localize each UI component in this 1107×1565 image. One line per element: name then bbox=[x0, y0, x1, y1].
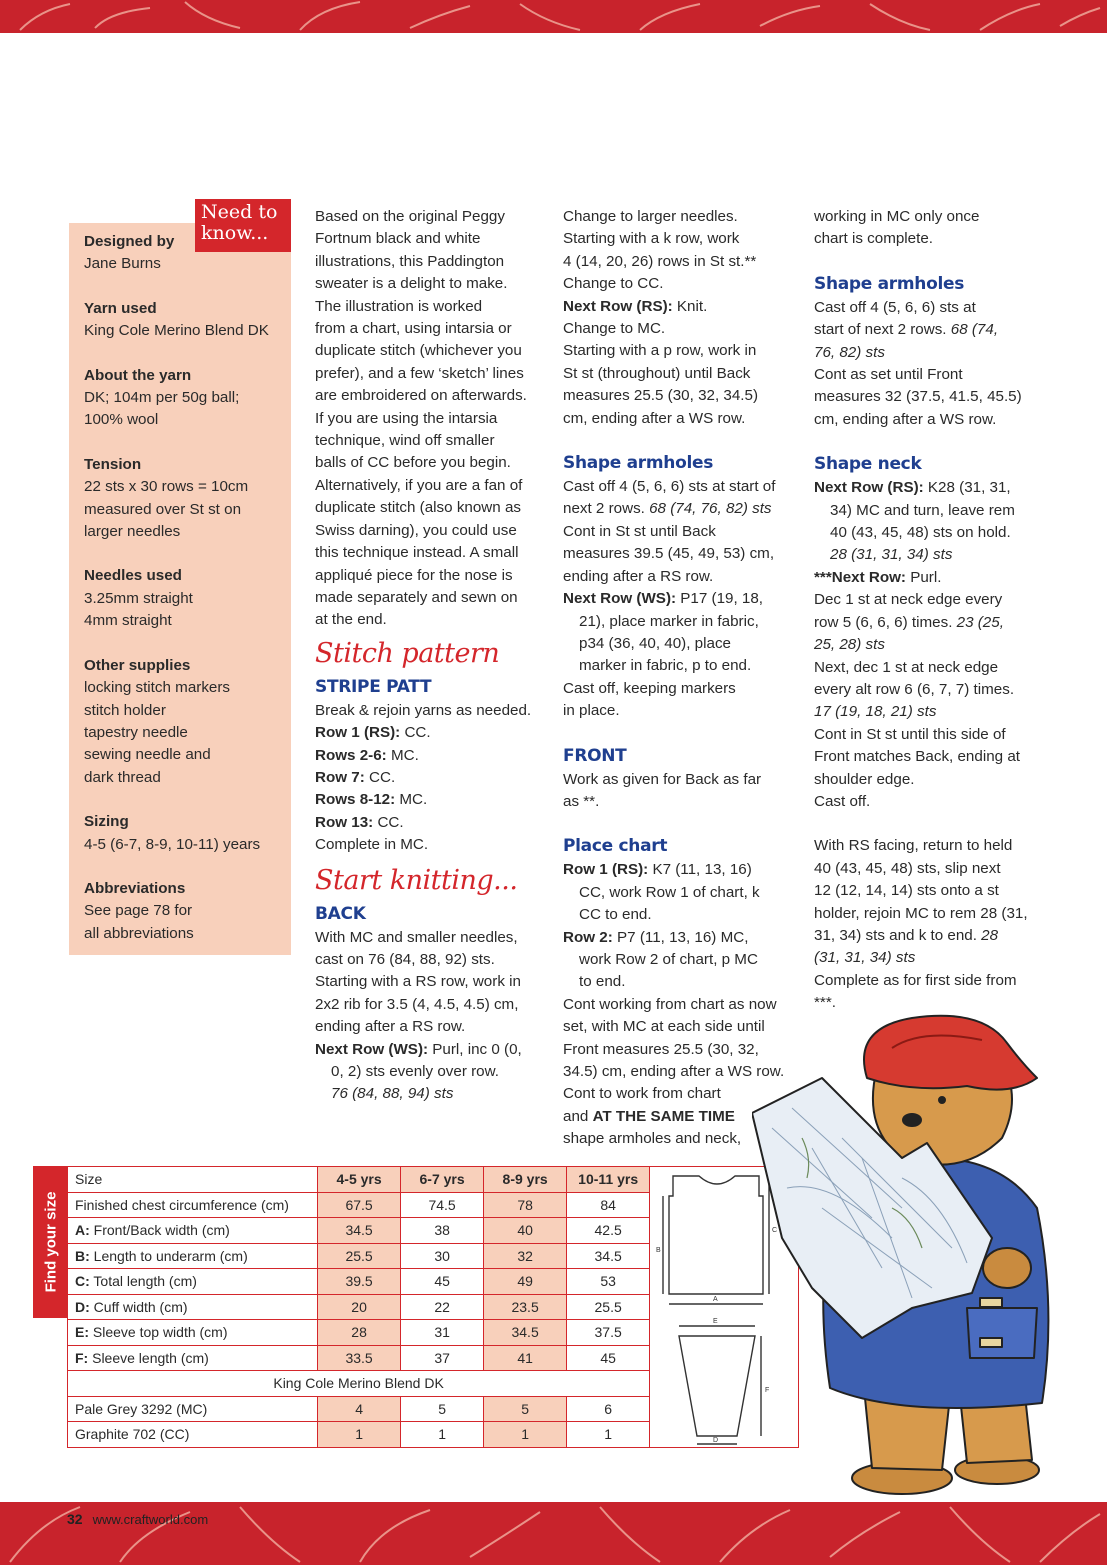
intro-line: technique, wind off smaller bbox=[315, 432, 495, 450]
intro-line: If you are using the intarsia bbox=[315, 409, 498, 427]
size-value: 25.5 bbox=[567, 1294, 650, 1320]
sidebar-value: 100% wool bbox=[84, 411, 159, 429]
c2-row-1 bbox=[563, 859, 803, 881]
c2-line: Cast off 4 (5, 6, 6) sts at start of bbox=[563, 478, 776, 496]
next-row-text: Purl, inc 0 (0, bbox=[428, 1040, 522, 1058]
c3-line: Front matches Back, ending at bbox=[814, 748, 1020, 766]
c2-line: Cast off, keeping markers bbox=[563, 679, 736, 697]
sidebar-label: Tension bbox=[84, 455, 142, 473]
stripe-row bbox=[315, 767, 555, 789]
size-row-name: Sleeve top width (cm) bbox=[89, 1324, 228, 1341]
sidebar-value: DK; 104m per 50g ball; bbox=[84, 389, 240, 407]
c2-line: Cont working from chart as now bbox=[563, 995, 777, 1013]
size-value: 34.5 bbox=[567, 1243, 650, 1269]
sidebar-value: Jane Burns bbox=[84, 255, 161, 273]
sidebar-label: Other supplies bbox=[84, 656, 191, 674]
badge-line-2: know... bbox=[201, 222, 269, 244]
next-row-label: Next Row (WS): bbox=[315, 1040, 429, 1058]
c2-same-time: AT THE SAME TIME bbox=[592, 1107, 735, 1125]
yarn-value: 1 bbox=[401, 1422, 484, 1448]
sidebar-value: locking stitch markers bbox=[84, 679, 231, 697]
c2-row-2-label: Row 2: bbox=[563, 928, 613, 946]
c3-line: 12 (12, 14, 14) sts onto a st bbox=[814, 882, 999, 900]
stripe-intro: Break & rejoin yarns as needed. bbox=[315, 701, 532, 719]
back-instructions bbox=[315, 927, 555, 1039]
sidebar-value: 4-5 (6-7, 8-9, 10-11) years bbox=[84, 835, 261, 853]
c2-line: to end. bbox=[579, 973, 626, 991]
c3-line: shoulder edge. bbox=[814, 770, 915, 788]
section-gap bbox=[84, 343, 269, 365]
find-your-size-label: Find your size bbox=[42, 1191, 59, 1293]
size-row-letter: B: bbox=[75, 1247, 90, 1264]
c3-stitch-count: 28 (31, 31, 34) sts bbox=[830, 546, 953, 564]
size-value: 22 bbox=[401, 1294, 484, 1320]
c2-line: as **. bbox=[563, 792, 600, 810]
c3-next-row-text: K28 (31, 31, bbox=[923, 479, 1011, 497]
c2-line: ending after a RS row. bbox=[563, 567, 714, 585]
sidebar-value: tapestry needle bbox=[84, 723, 188, 741]
size-row-label bbox=[68, 1320, 318, 1346]
c2-row-1-text: K7 (11, 13, 16) bbox=[648, 861, 752, 879]
sidebar-value: sewing needle and bbox=[84, 746, 211, 764]
c2-nws-label: Next Row (WS): bbox=[563, 590, 677, 608]
c2-text: and bbox=[563, 1107, 593, 1125]
back-armholes-heading: Shape armholes bbox=[563, 453, 714, 474]
size-row-name: Front/Back width (cm) bbox=[89, 1222, 230, 1239]
size-value: 67.5 bbox=[318, 1192, 401, 1218]
size-row-name: Sleeve length (cm) bbox=[88, 1349, 209, 1366]
c2-line: 21), place marker in fabric, bbox=[579, 612, 759, 630]
c3-line: Complete as for first side from bbox=[814, 971, 1017, 989]
c2-line: Starting with a k row, work bbox=[563, 230, 740, 248]
intro-line: this technique instead. A small bbox=[315, 544, 519, 562]
c2-next-row-text: Knit. bbox=[672, 297, 708, 315]
size-value: 41 bbox=[484, 1345, 567, 1371]
stripe-row bbox=[315, 789, 555, 811]
size-value: 34.5 bbox=[484, 1320, 567, 1346]
size-value: 45 bbox=[567, 1345, 650, 1371]
size-value: 23.5 bbox=[484, 1294, 567, 1320]
c2-line: Change to MC. bbox=[563, 320, 666, 338]
c2-line: work Row 2 of chart, p MC bbox=[579, 950, 758, 968]
c3-line: Cast off 4 (5, 6, 6) sts at bbox=[814, 298, 976, 316]
sidebar-label: Needles used bbox=[84, 567, 182, 585]
back-stitch-count: 76 (84, 88, 94) sts bbox=[331, 1085, 454, 1103]
back-line: Starting with a RS row, work in bbox=[315, 973, 521, 991]
size-value: 45 bbox=[401, 1269, 484, 1295]
intro-line: balls of CC before you begin. bbox=[315, 454, 511, 472]
size-value: 37 bbox=[401, 1345, 484, 1371]
diagram-label-c: C bbox=[772, 1227, 778, 1234]
stripe-row bbox=[315, 745, 555, 767]
yarn-value: 4 bbox=[318, 1396, 401, 1422]
c2-line: St st (throughout) until Back bbox=[563, 364, 751, 382]
stripe-patt-heading: STRIPE PATT bbox=[315, 676, 432, 697]
stripe-row-text: CC. bbox=[373, 813, 404, 831]
intro-line: Fortnum black and white bbox=[315, 230, 481, 248]
c2-line: Cont to work from chart bbox=[563, 1085, 721, 1103]
size-value: 49 bbox=[484, 1269, 567, 1295]
size-row-name: Total length (cm) bbox=[89, 1273, 197, 1290]
back-next-row bbox=[315, 1039, 555, 1061]
back-line: With MC and smaller needles, bbox=[315, 928, 518, 946]
c3-stitch-count: 76, 82) sts bbox=[814, 343, 885, 361]
c2-line: measures 39.5 (45, 49, 53) cm, bbox=[563, 545, 775, 563]
c2-next-row bbox=[563, 296, 803, 318]
c3-line: cm, ending after a WS row. bbox=[814, 410, 997, 428]
yarn-value: 5 bbox=[401, 1396, 484, 1422]
diagram-label-b: B bbox=[656, 1247, 661, 1254]
intro-line: Based on the original Peggy bbox=[315, 208, 505, 225]
c3-line bbox=[814, 319, 1054, 341]
footer-url[interactable]: www.craftworld.com bbox=[92, 1512, 209, 1527]
c2-row-1-label: Row 1 (RS): bbox=[563, 861, 649, 879]
c2-line: marker in fabric, p to end. bbox=[579, 657, 752, 675]
size-header-label: Size bbox=[68, 1167, 318, 1193]
c2-stitch-count: 68 (74, 76, 82) sts bbox=[649, 500, 772, 518]
c2-line: measures 25.5 (30, 32, 34.5) bbox=[563, 387, 759, 405]
c3-line: ***. bbox=[814, 994, 836, 1012]
stitch-pattern-heading: Stitch pattern bbox=[315, 637, 500, 669]
size-value: 37.5 bbox=[567, 1320, 650, 1346]
badge-line-1: Need to bbox=[201, 201, 278, 223]
intro-line: illustrations, this Paddington bbox=[315, 252, 505, 270]
band-pattern bbox=[0, 0, 1107, 33]
size-value: 74.5 bbox=[401, 1192, 484, 1218]
c3-stitch-count: 68 (74, bbox=[950, 321, 999, 339]
sidebar-value: stitch holder bbox=[84, 701, 166, 719]
size-row-name: Finished chest circumference (cm) bbox=[75, 1196, 289, 1213]
section-gap bbox=[84, 856, 269, 878]
column-3 bbox=[814, 206, 1054, 1015]
size-value: 40 bbox=[484, 1218, 567, 1244]
top-band bbox=[0, 0, 1107, 33]
sidebar-value: 3.25mm straight bbox=[84, 589, 193, 607]
column-1 bbox=[315, 206, 555, 1106]
c3-line: Cont in St st until this side of bbox=[814, 725, 1006, 743]
c3-text: start of next 2 rows. bbox=[814, 321, 951, 339]
diagram-label-f: F bbox=[765, 1387, 770, 1394]
intro-line: Alternatively, if you are a fan of bbox=[315, 476, 523, 494]
yarn-row-label: Graphite 702 (CC) bbox=[68, 1422, 318, 1448]
sidebar-value: King Cole Merino Blend DK bbox=[84, 322, 269, 340]
stripe-row-label: Row 1 (RS): bbox=[315, 724, 401, 742]
c3-line: 40 (43, 45, 48) sts on hold. bbox=[830, 524, 1011, 542]
c2-line: p34 (36, 40, 40), place bbox=[579, 634, 731, 652]
sidebar-label: Abbreviations bbox=[84, 879, 186, 897]
size-value: 42.5 bbox=[567, 1218, 650, 1244]
c2-line: shape armholes and neck, bbox=[563, 1130, 742, 1148]
c2-next-row-label: Next Row (RS): bbox=[563, 297, 673, 315]
size-row-label bbox=[68, 1294, 318, 1320]
paddington-bear-illustration bbox=[752, 1008, 1062, 1500]
size-value: 30 bbox=[401, 1243, 484, 1269]
c2-line: set, with MC at each side until bbox=[563, 1018, 765, 1036]
intro-line: sweater is a delight to make. bbox=[315, 275, 508, 293]
c3-line bbox=[814, 612, 1054, 634]
size-value: 39.5 bbox=[318, 1269, 401, 1295]
size-header: 6-7 yrs bbox=[401, 1167, 484, 1193]
c3-stitch-count: (31, 31, 34) sts bbox=[814, 949, 916, 967]
c2-line: 34.5) cm, ending after a WS row. bbox=[563, 1063, 785, 1080]
sidebar-value: larger needles bbox=[84, 523, 181, 541]
yarn-row-label: Pale Grey 3292 (MC) bbox=[68, 1396, 318, 1422]
stripe-row bbox=[315, 812, 555, 834]
c3-purl-label: ***Next Row: bbox=[814, 568, 906, 586]
back-line: 2x2 rib for 3.5 (4, 4.5, 4.5) cm, bbox=[315, 995, 519, 1013]
section-gap bbox=[84, 543, 269, 565]
c3-stitch-count: 25, 28) sts bbox=[814, 636, 885, 654]
c2-line: Front measures 25.5 (30, 32, bbox=[563, 1040, 759, 1058]
c3-line: Cont as set until Front bbox=[814, 366, 963, 384]
size-value: 20 bbox=[318, 1294, 401, 1320]
body-outline bbox=[669, 1176, 763, 1294]
c3-line: holder, rejoin MC to rem 28 (31, bbox=[814, 904, 1028, 922]
c2-line: CC to end. bbox=[579, 906, 652, 924]
back-heading: BACK bbox=[315, 903, 366, 924]
c3-stitch-count: 23 (25, bbox=[956, 613, 1004, 631]
c3-line: Next, dec 1 st at neck edge bbox=[814, 658, 999, 676]
page-footer bbox=[67, 1511, 208, 1527]
back-next-row-cont: 0, 2) sts evenly over row. bbox=[331, 1063, 499, 1080]
size-row-label bbox=[68, 1192, 318, 1218]
back-line: ending after a RS row. bbox=[315, 1018, 466, 1036]
need-to-know-panel bbox=[69, 223, 291, 955]
size-value: 34.5 bbox=[318, 1218, 401, 1244]
yarn-title: King Cole Merino Blend DK bbox=[68, 1371, 650, 1397]
section-gap bbox=[84, 432, 269, 454]
size-value: 84 bbox=[567, 1192, 650, 1218]
stripe-row-label: Row 7: bbox=[315, 768, 365, 786]
sidebar-value: 22 sts x 30 rows = 10cm bbox=[84, 478, 249, 496]
back-line: cast on 76 (84, 88, 92) sts. bbox=[315, 950, 495, 968]
size-value: 33.5 bbox=[318, 1345, 401, 1371]
intro-line: duplicate stitch (also known as bbox=[315, 499, 521, 517]
sidebar-label: Designed by bbox=[84, 233, 175, 250]
c2-line: Change to CC. bbox=[563, 275, 664, 293]
sidebar-value: measured over St st on bbox=[84, 500, 242, 518]
intro-line: duplicate stitch (whichever you bbox=[315, 342, 522, 360]
c2-nws-text: P17 (19, 18, bbox=[676, 590, 764, 608]
yarn-value: 5 bbox=[484, 1396, 567, 1422]
c3-line: With RS facing, return to held bbox=[814, 837, 1013, 855]
page-number: 32 bbox=[67, 1511, 83, 1527]
c3-line bbox=[814, 925, 1054, 947]
c2-line: 4 (14, 20, 26) rows in St st.** bbox=[563, 252, 757, 270]
c2-line bbox=[563, 498, 803, 520]
c3-line: every alt row 6 (6, 7, 7) times. bbox=[814, 680, 1015, 698]
sidebar-value: all abbreviations bbox=[84, 924, 194, 942]
diagram-label-e: E bbox=[713, 1318, 718, 1325]
size-row-letter: C: bbox=[75, 1273, 90, 1290]
intro-line: Swiss darning), you could use bbox=[315, 521, 517, 539]
size-value: 25.5 bbox=[318, 1243, 401, 1269]
sleeve-outline bbox=[679, 1336, 755, 1436]
stripe-row-text: MC. bbox=[386, 746, 419, 764]
yarn-value: 1 bbox=[318, 1422, 401, 1448]
c3-line: Dec 1 st at neck edge every bbox=[814, 591, 1003, 609]
stripe-row-text: CC. bbox=[400, 724, 431, 742]
stripe-row-text: CC. bbox=[364, 768, 396, 786]
size-row-name: Cuff width (cm) bbox=[89, 1298, 188, 1315]
c3-line: chart is complete. bbox=[814, 230, 934, 248]
c3-stitch-count: 17 (19, 18, 21) sts bbox=[814, 703, 937, 721]
size-header: 4-5 yrs bbox=[318, 1167, 401, 1193]
sidebar-label: Sizing bbox=[84, 813, 129, 831]
yarn-value: 6 bbox=[567, 1396, 650, 1422]
start-knitting-heading: Start knitting... bbox=[315, 864, 518, 896]
front-heading: FRONT bbox=[563, 745, 627, 766]
size-row-letter: F: bbox=[75, 1349, 89, 1366]
c2-row-2-text: P7 (11, 13, 16) MC, bbox=[612, 928, 749, 946]
size-value: 53 bbox=[567, 1269, 650, 1295]
place-chart-heading: Place chart bbox=[563, 836, 668, 857]
c3-line: Cast off. bbox=[814, 792, 871, 810]
need-to-know-list bbox=[84, 231, 269, 945]
c2-line: CC, work Row 1 of chart, k bbox=[579, 883, 760, 901]
c2-row-2 bbox=[563, 927, 803, 949]
size-row-name: Length to underarm (cm) bbox=[89, 1247, 248, 1264]
section-gap bbox=[84, 789, 269, 811]
intro-paragraph bbox=[315, 206, 555, 632]
c3-purl-text: Purl. bbox=[906, 568, 942, 586]
c3-purl-row bbox=[814, 567, 1054, 589]
size-row-label bbox=[68, 1243, 318, 1269]
size-header: 8-9 yrs bbox=[484, 1167, 567, 1193]
section-gap bbox=[84, 633, 269, 655]
find-your-size-tab bbox=[33, 1166, 68, 1318]
stripe-rows bbox=[315, 722, 555, 834]
c3-text: row 5 (6, 6, 6) times. bbox=[814, 613, 957, 631]
stripe-row bbox=[315, 722, 555, 744]
size-row-letter: E: bbox=[75, 1324, 89, 1341]
c2-line: cm, ending after a WS row. bbox=[563, 409, 746, 427]
stripe-row-text: MC. bbox=[395, 791, 428, 809]
size-row-label bbox=[68, 1218, 318, 1244]
shape-neck-heading: Shape neck bbox=[814, 454, 922, 475]
c3-line: working in MC only once bbox=[814, 208, 980, 225]
stripe-row-label: Rows 2-6: bbox=[315, 746, 387, 764]
intro-line: at the end. bbox=[315, 611, 387, 629]
intro-line: are embroidered on afterwards. bbox=[315, 387, 527, 405]
size-row-label bbox=[68, 1269, 318, 1295]
size-value: 28 bbox=[318, 1320, 401, 1346]
c2-line: Work as given for Back as far bbox=[563, 770, 762, 788]
size-row-letter: A: bbox=[75, 1222, 90, 1239]
size-value: 78 bbox=[484, 1192, 567, 1218]
stripe-row-label: Rows 8-12: bbox=[315, 791, 396, 809]
c2-line: Starting with a p row, work in bbox=[563, 342, 757, 360]
size-row-label bbox=[68, 1345, 318, 1371]
intro-line: from a chart, using intarsia or bbox=[315, 320, 512, 338]
intro-line: The illustration is worked bbox=[315, 297, 483, 315]
c3-line: 40 (43, 45, 48) sts, slip next bbox=[814, 859, 1001, 877]
stripe-row-label: Row 13: bbox=[315, 813, 374, 831]
size-value: 31 bbox=[401, 1320, 484, 1346]
c2-next-row-ws bbox=[563, 588, 803, 610]
diagram-label-d: D bbox=[713, 1437, 719, 1444]
stripe-end: Complete in MC. bbox=[315, 836, 429, 854]
c3-stitch-count: 28 bbox=[981, 926, 999, 944]
intro-line: appliqué piece for the nose is bbox=[315, 566, 513, 584]
c2-line: Cont in St st until Back bbox=[563, 522, 716, 540]
size-header: 10-11 yrs bbox=[567, 1167, 650, 1193]
sidebar-value: See page 78 for bbox=[84, 902, 193, 920]
sidebar-value: dark thread bbox=[84, 768, 161, 786]
intro-line: made separately and sewn on bbox=[315, 588, 518, 606]
size-row-letter: D: bbox=[75, 1298, 90, 1315]
need-to-know-badge bbox=[195, 199, 291, 252]
c3-text: 31, 34) sts and k to end. bbox=[814, 926, 982, 944]
section-gap bbox=[84, 276, 269, 298]
front-armholes-heading: Shape armholes bbox=[814, 273, 965, 294]
c3-next-row bbox=[814, 477, 1054, 499]
sidebar-value: 4mm straight bbox=[84, 612, 172, 630]
sidebar-label: Yarn used bbox=[84, 299, 157, 317]
yarn-value: 1 bbox=[484, 1422, 567, 1448]
c2-line: in place. bbox=[563, 702, 620, 720]
c3-line: 34) MC and turn, leave rem bbox=[830, 501, 1015, 519]
c2-line: Change to larger needles. bbox=[563, 208, 738, 225]
diagram-label-a: A bbox=[713, 1296, 718, 1303]
yarn-value: 1 bbox=[567, 1422, 650, 1448]
c3-line: measures 32 (37.5, 41.5, 45.5) bbox=[814, 388, 1022, 406]
c3-next-row-label: Next Row (RS): bbox=[814, 479, 924, 497]
sidebar-label: About the yarn bbox=[84, 366, 192, 384]
intro-line: prefer), and a few ‘sketch’ lines bbox=[315, 364, 524, 382]
size-value: 32 bbox=[484, 1243, 567, 1269]
size-value: 38 bbox=[401, 1218, 484, 1244]
c2-text: next 2 rows. bbox=[563, 500, 650, 518]
